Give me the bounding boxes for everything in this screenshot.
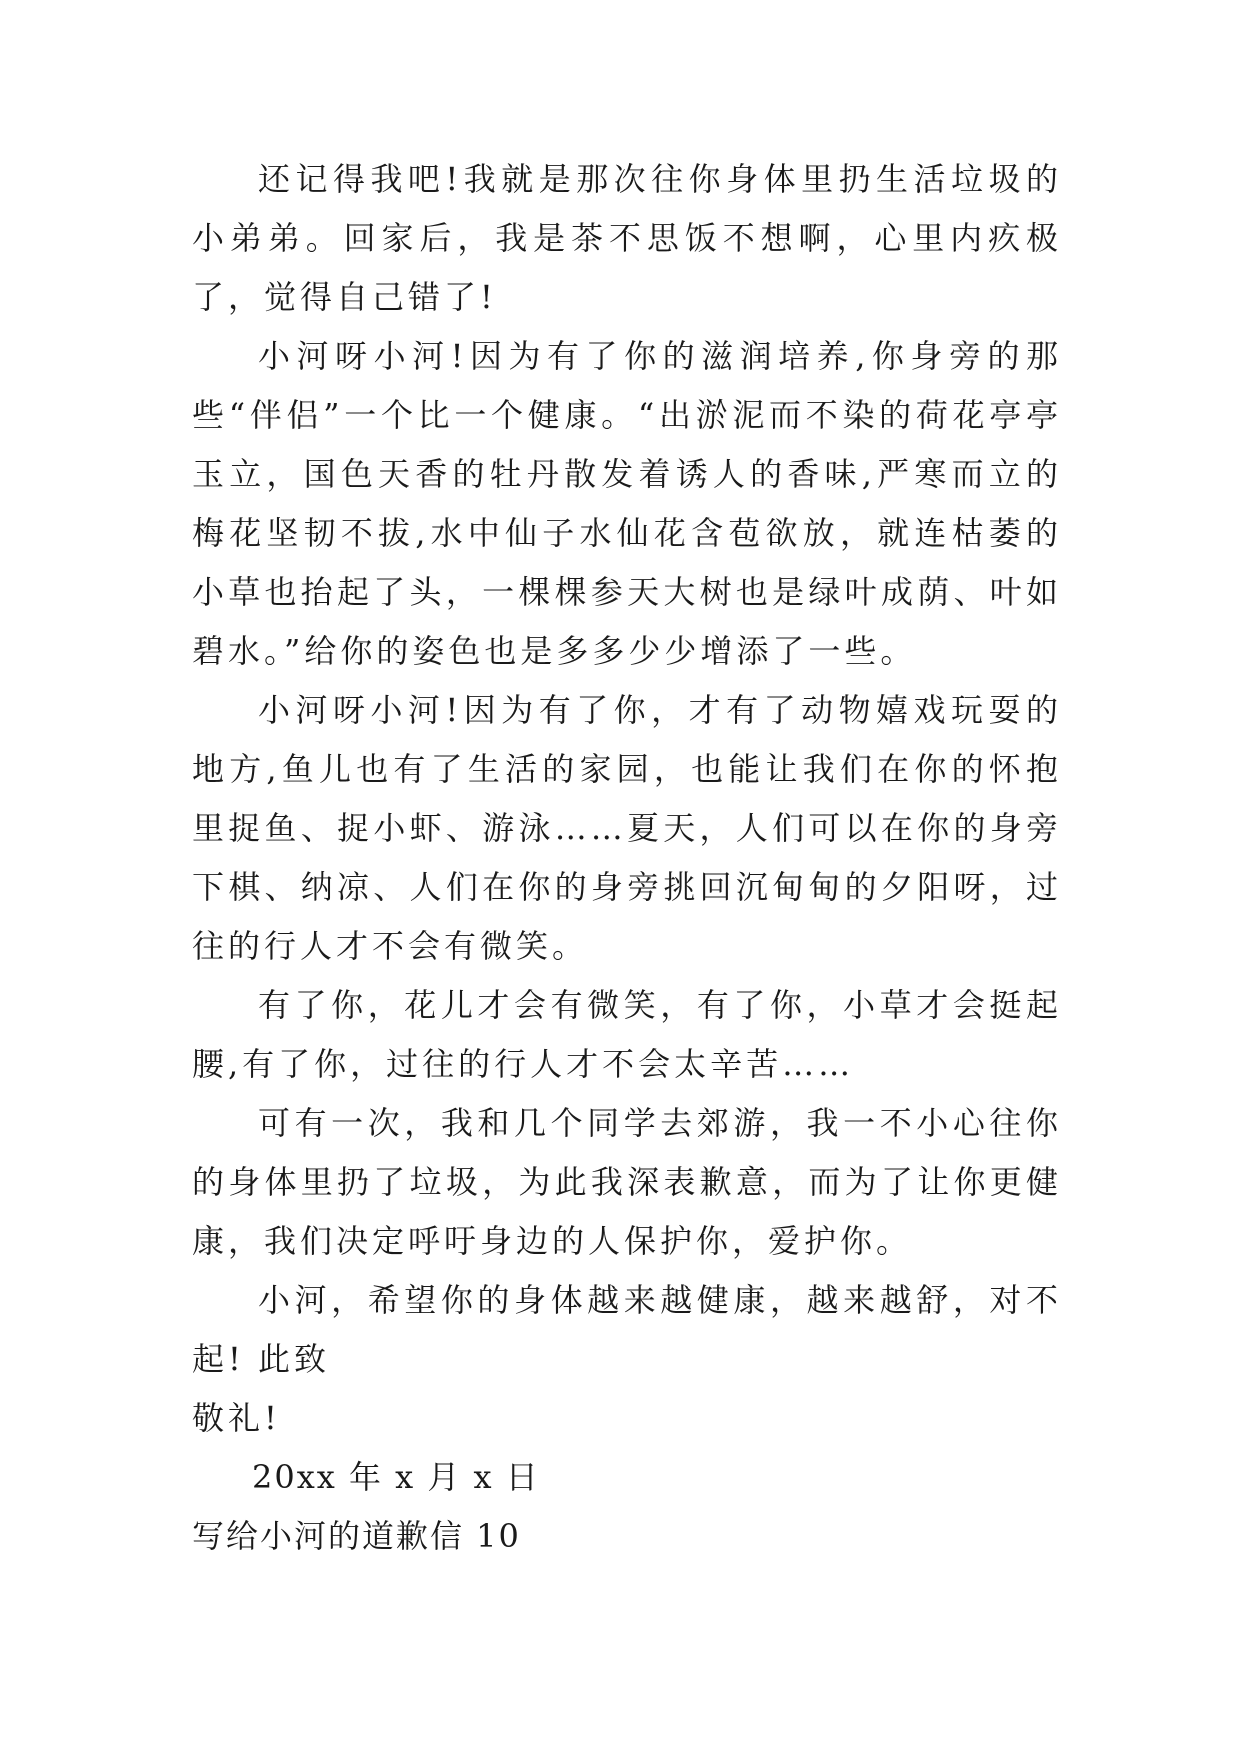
next-letter-title: 写给小河的道歉信 10 [192, 1517, 521, 1555]
closing-line: 此致 [258, 1340, 331, 1378]
paragraph-2: 小河呀小河!因为有了你的滋润培养,你身旁的那些“伴侣”一个比一个健康。“出淤泥而不染的荷花亭亭玉立，国色天香的牡丹散发着诱人的香味,严寒而立的梅花坚韧不拔,水中仙子水仙花含苞欲放，就连枯萎的小草也抬起了头，一棵棵参天大树也是绿叶成荫、叶如碧水。”给你的姿色也是多多少少增添了一些。 [192, 337, 1062, 670]
salute-line: 敬礼! [192, 1399, 281, 1437]
paragraph-4: 有了你，花儿才会有微笑，有了你，小草才会挺起腰,有了你，过往的行人才不会太辛苦…… [192, 986, 1062, 1083]
date-line: 20xx 年 x 月 x 日 [252, 1458, 540, 1496]
paragraph-3: 小河呀小河!因为有了你，才有了动物嬉戏玩耍的地方,鱼儿也有了生活的家园，也能让我们在你的怀抱里捉鱼、捉小虾、游泳……夏天，人们可以在你的身旁下棋、纳凉、人们在你的身旁挑回沉甸甸的夕阳呀，过往的行人才不会有微笑。 [192, 691, 1062, 965]
paragraph-6: 小河，希望你的身体越来越健康，越来越舒，对不起! [192, 1281, 1062, 1378]
paragraph-5: 可有一次，我和几个同学去郊游，我一不小心往你的身体里扔了垃圾，为此我深表歉意，而为了让你更健康，我们决定呼吁身边的人保护你，爱护你。 [192, 1104, 1062, 1260]
paragraph-1: 还记得我吧!我就是那次往你身体里扔生活垃圾的小弟弟。回家后，我是茶不思饭不想啊，心里内疚极了，觉得自己错了! [192, 160, 1062, 316]
